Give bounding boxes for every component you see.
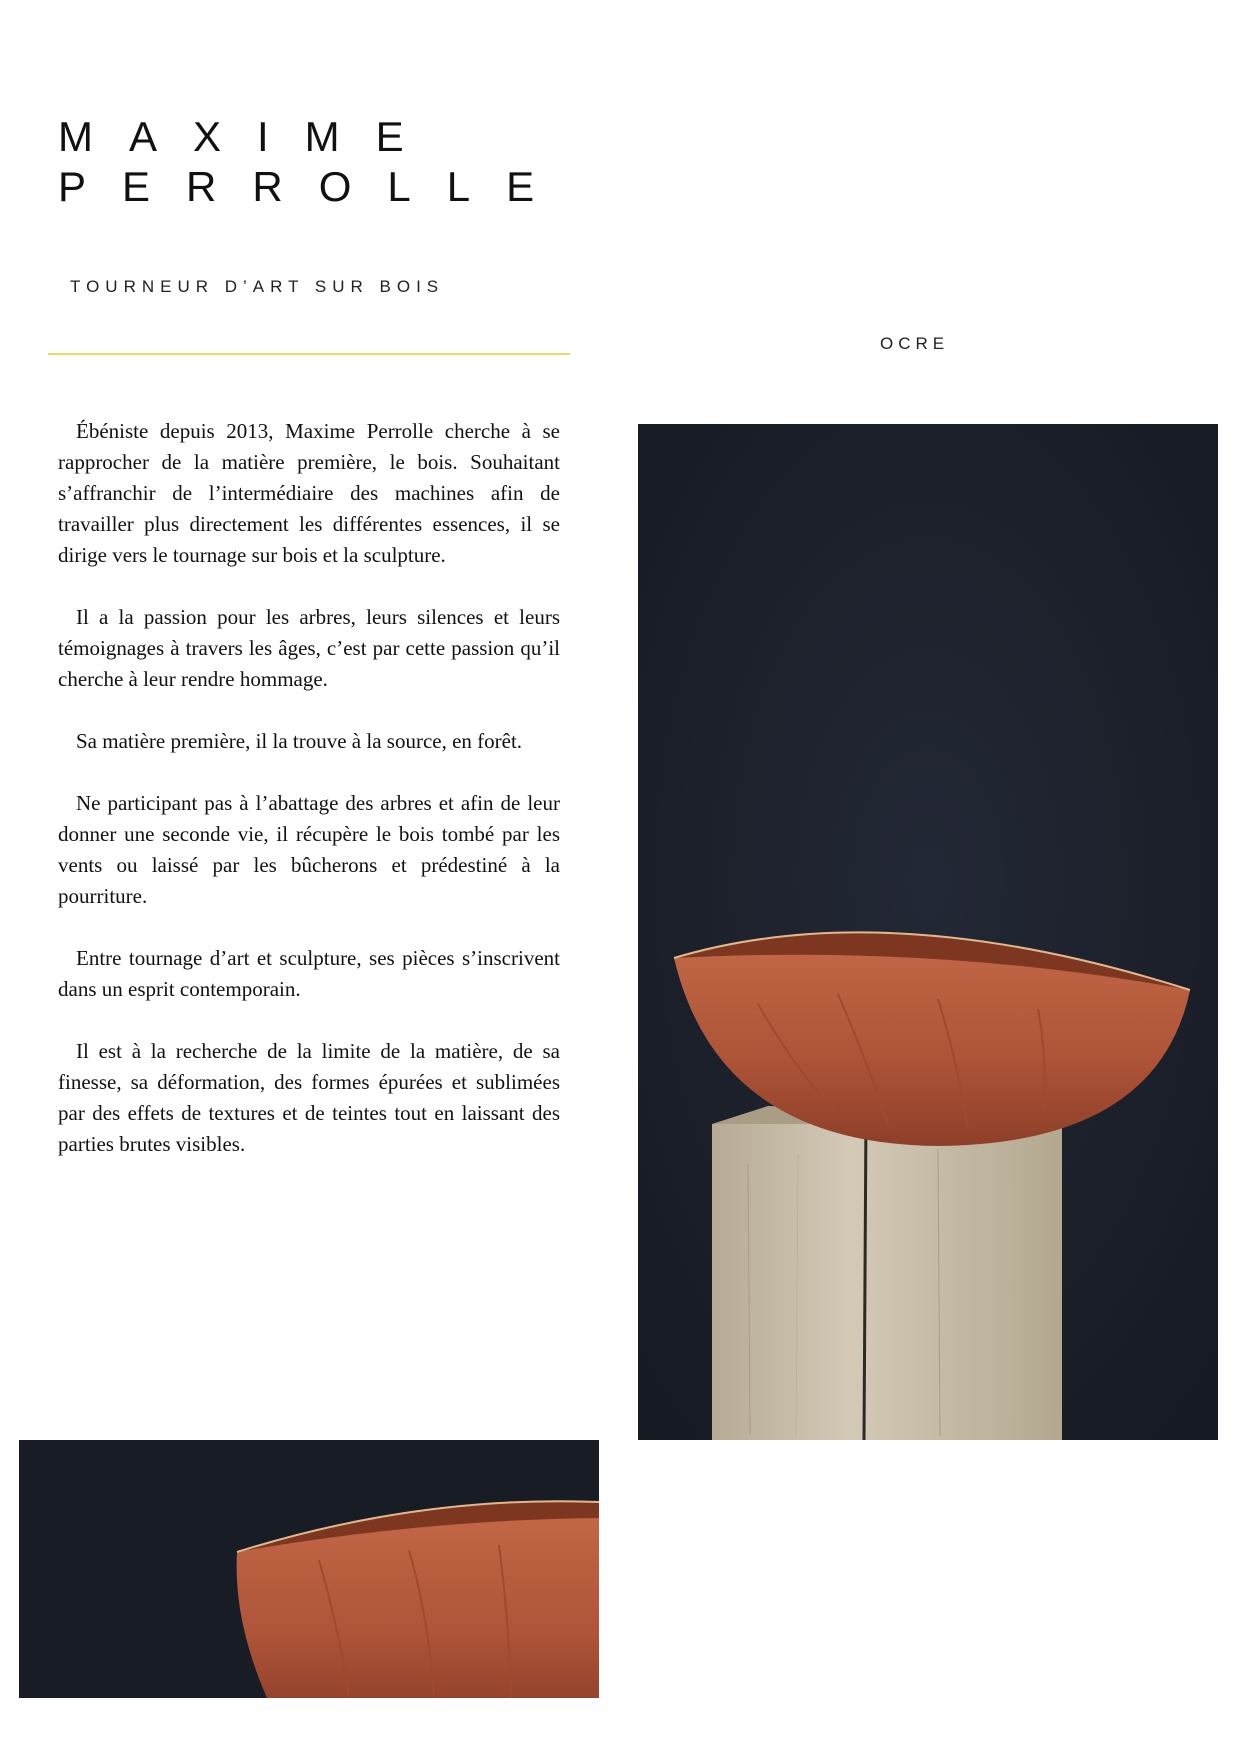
bowl-photo-detail [19,1440,599,1698]
artist-name-line2: PERROLLE [58,163,571,210]
bio-paragraph-1: Ébéniste depuis 2013, Maxime Perrolle cherche à se rapprocher de la matière première, le bois. Souhaitant s’affranchir de l’intermédiaire des machines afin de travailler plus directement les différentes essences, il se dirige vers le tournage sur bois et la sculpture. [58,419,560,567]
piece-title: OCRE [880,334,950,353]
bowl-detail-illustration [19,1440,599,1698]
artist-subtitle: TOURNEUR D’ART SUR BOIS [70,277,445,296]
bowl-photo-main [638,424,1218,1440]
bio-paragraph-3: Sa matière première, il la trouve à la source, en forêt. [76,729,523,753]
bio-paragraph-5: Entre tournage d’art et sculpture, ses pièces s’inscrivent dans un esprit contemporain. [58,946,560,1001]
accent-divider [48,353,570,355]
biography [58,416,560,1191]
bio-paragraph-4: Ne participant pas à l’abattage des arbres et afin de leur donner une seconde vie, il récupère le bois tombé par les vents ou laissé par les bûcherons et prédestiné à la pourriture. [58,791,560,908]
artist-name [58,112,570,212]
artist-name-line1: MAXIME [58,113,440,160]
bio-paragraph-6: Il est à la recherche de la limite de la matière, de sa finesse, sa déformation, des formes épurées et sublimées par des effets de textures et de teintes tout en laissant des parties brutes visibles. [58,1039,560,1156]
bowl-on-pedestal-illustration [638,424,1218,1440]
pedestal-shape [712,1106,1062,1440]
bio-paragraph-2: Il a la passion pour les arbres, leurs silences et leurs témoignages à travers les âges, c’est par cette passion qu’il cherche à leur rendre hommage. [58,605,560,691]
